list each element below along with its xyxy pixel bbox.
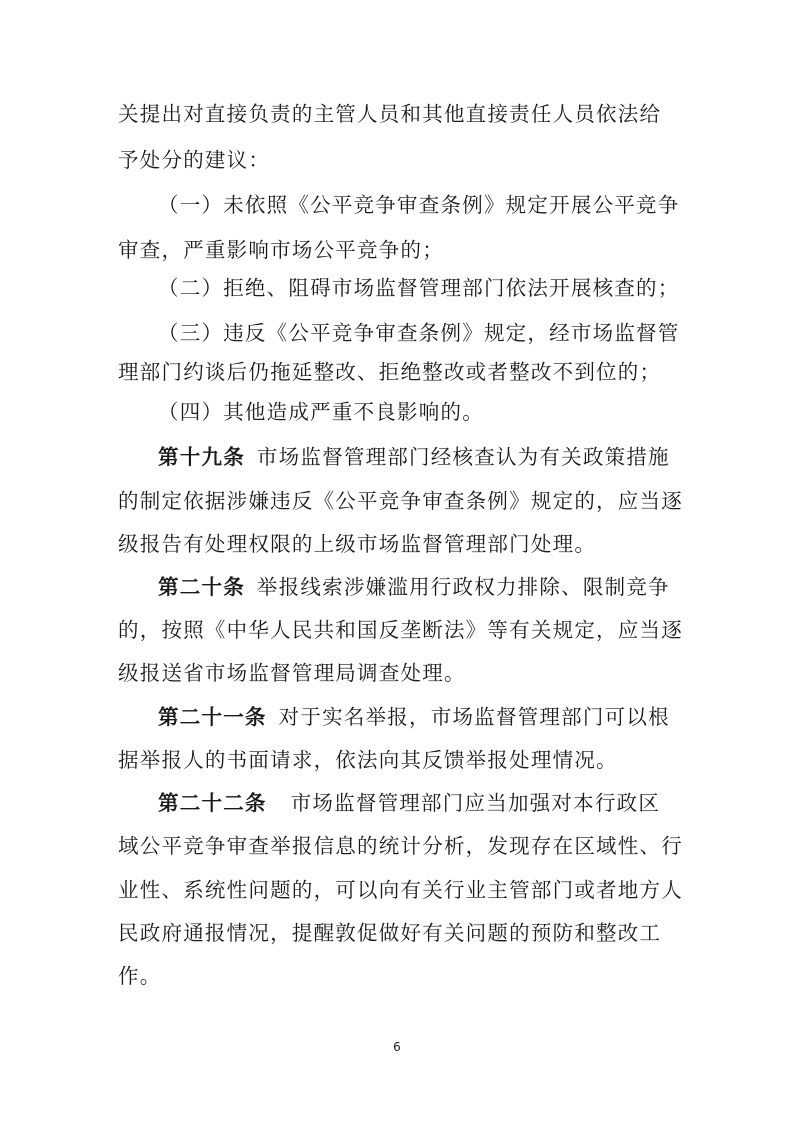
article-heading: 第二十条 [158,575,245,599]
article-text: 市场监督管理部门应当加强对本行政区 [290,791,661,815]
list-item-4: （四）其他造成严重不良影响的。 [158,400,484,424]
article-text: 举报线索涉嫌滥用行政权力排除、限制竞争 [256,575,670,599]
list-item-3: （三）违反《公平竞争审查条例》规定，经市场监督管 [158,321,680,345]
list-item-2: （二）拒绝、阻碍市场监督管理部门依法开展核查的； [158,276,680,300]
paragraph-line: 的，按照《中华人民共和国反垄断法》等有关规定，应当逐 [118,618,683,642]
paragraph-line: 审查，严重影响市场公平竞争的； [118,238,444,262]
paragraph-line: 关提出对直接负责的主管人员和其他直接责任人员依法给 [118,102,662,126]
article-heading: 第二十二条 [158,791,267,815]
paragraph-line: 据举报人的书面请求，依法向其反馈举报处理情况。 [118,748,618,772]
paragraph-line: 理部门约谈后仍拖延整改、拒绝整改或者整改不到位的； [118,360,662,384]
article-heading: 第十九条 [158,445,245,469]
page-number: 6 [393,1040,401,1054]
article-20 [158,567,678,607]
article-22 [158,783,678,823]
article-heading: 第二十一条 [158,705,267,729]
paragraph-line: 域公平竞争审查举报信息的统计分析，发现存在区域性、行 [118,834,683,858]
paragraph-line: 的制定依据涉嫌违反《公平竞争审查条例》规定的，应当逐 [118,489,683,513]
paragraph-line: 业性、系统性问题的，可以向有关行业主管部门或者地方人 [118,878,683,902]
paragraph-line: 作。 [118,964,162,988]
article-21 [158,697,678,737]
article-text: 市场监督管理部门经核查认为有关政策措施 [256,445,670,469]
list-item-1: （一）未依照《公平竞争审查条例》规定开展公平竞争 [158,193,680,217]
paragraph-line: 民政府通报情况，提醒敦促做好有关问题的预防和整改工 [118,921,662,945]
article-19 [158,437,678,477]
article-text: 对于实名举报，市场监督管理部门可以根 [278,705,670,729]
paragraph-line: 予处分的建议： [118,148,271,172]
paragraph-line: 级报送省市场监督管理局调查处理。 [118,661,466,685]
paragraph-line: 级报告有处理权限的上级市场监督管理部门处理。 [118,532,597,556]
